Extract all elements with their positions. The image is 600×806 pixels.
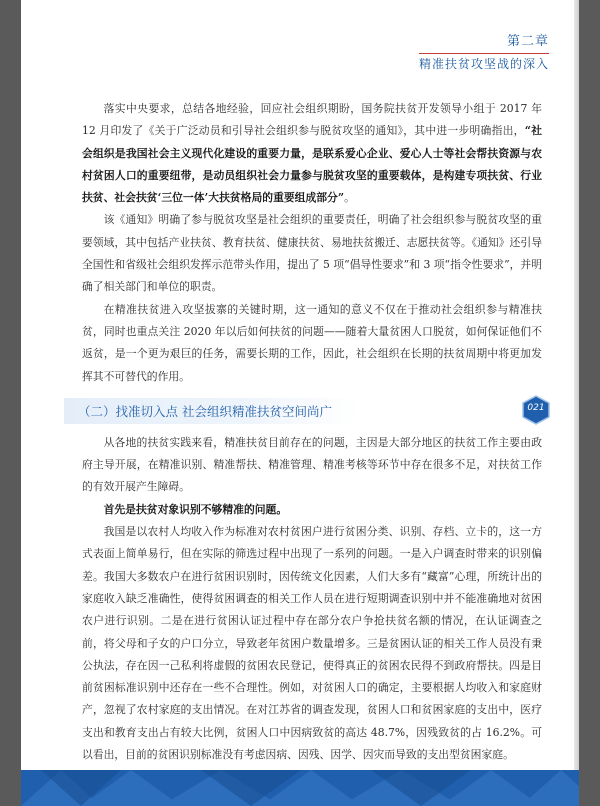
body-text bbox=[78, 98, 542, 766]
paragraph: 在精准扶贫进入攻坚拔寨的关键时期，这一通知的意义不仅在于推动社会组织参与精准扶贫，同时也重点关注 2020 年以后如何扶贫的问题——随着大量贫困人口脱贫，如何保证他们不返贫，是一个更为艰巨的任务，需要长期的工作，因此，社会组织在长期的扶贫周期中将更加发挥其不可替代的作用。 bbox=[82, 302, 542, 383]
footer-pattern bbox=[21, 770, 579, 806]
chapter-label: 第二章 bbox=[506, 34, 549, 49]
footer-band bbox=[21, 770, 579, 806]
paragraph: 我国是以农村人均收入作为标准对农村贫困户进行贫困分类、识别、存档、立卡的，这一方式表面上简单易行，但在实际的筛选过程中出现了一系列的问题。一是入户调查时带来的识别偏差。我国大多数农户在进行贫困识别时，因传统文化因素，人们大多有“藏富”心理，所统计出的家庭收入缺乏准确性，使得贫困调查的相关工作人员在进行短期调查识别中并不能准确地对贫困农户进行识别。二是在进行贫困认证过程中存在部分农户争抢扶贫名额的情况，在认证调查之前，将父母和子女的户口分立，导致老年贫困户数量增多。三是贫困认证的相关工作人员没有秉公执法，存在因一己私利将虚假的贫困农民登记，使得真正的贫困农民得不到政府帮扶。四是目前贫困标准识别中还存在一些不合理性。例如，对贫困人口的确定，主要根据人均收入和家庭财产，忽视了农村家庭的支出情况。在对江苏省的调查发现，贫困人口和贫困家庭的支出中，医疗支出和教育支出占有较大比例，贫困人口中因病致贫的高达 48.7%，因残致贫的占 16.2%。可以看出，目前的贫困识别标准没有考虑因病、因残、因学、因灾而导致的支出型贫困家庭。 bbox=[82, 525, 542, 762]
paragraph-bold-text: “社会组织是我国社会主义现代化建设的重要力量，是联系爱心企业、爱心人士等社会帮扶资源与农村贫困人口的重要纽带，是动员组织社会力量参与脱贫攻坚的重要载体，是构建专项扶贫、行业扶贫、社会扶贫‘三位一体’大扶贫格局的重要组成部分” bbox=[82, 124, 542, 205]
paragraph: 该《通知》明确了参与脱贫攻坚是社会组织的重要责任，明确了社会组织参与脱贫攻坚的重要领域，其中包括产业扶贫、教育扶贫、健康扶贫、易地扶贫搬迁、志愿扶贫等。《通知》还引导全国性和省级社会组织发挥示范带头作用，提出了 5 项“倡导性要求”和 3 项“指令性要求”，并明确了相关部门和单位的职责。 bbox=[82, 213, 542, 294]
running-header bbox=[419, 34, 549, 72]
section-title: （二）找准切入点 社会组织精准扶贫空间尚广 bbox=[64, 398, 358, 424]
header-rule bbox=[419, 53, 549, 54]
paragraph-text: 落实中央要求，总结各地经验，回应社会组织期盼，国务院扶贫开发领导小组于 2017 年 12 月印发了《关于广泛动员和引导社会组织参与脱贫攻坚的通知》，其中进一步明确指出， bbox=[82, 102, 542, 138]
paragraph-text-end: 。 bbox=[344, 191, 355, 205]
chapter-subtitle: 精准扶贫攻坚战的深入 bbox=[418, 57, 549, 71]
page-number-badge bbox=[521, 395, 551, 425]
document-page bbox=[21, 0, 579, 806]
paragraph: 从各地的扶贫实践来看，精准扶贫目前存在的问题，主因是大部分地区的扶贫工作主要由政府主导开展，在精准识别、精准帮扶、精准管理、精准考核等环节中存在很多不足，对扶贫工作的有效开展产生障碍。 bbox=[82, 435, 542, 494]
sub-heading: 首先是扶贫对象识别不够精准的问题。 bbox=[103, 502, 288, 516]
page-number: 021 bbox=[527, 403, 545, 413]
paragraph bbox=[82, 98, 542, 209]
page-edge-shadow bbox=[574, 0, 579, 806]
